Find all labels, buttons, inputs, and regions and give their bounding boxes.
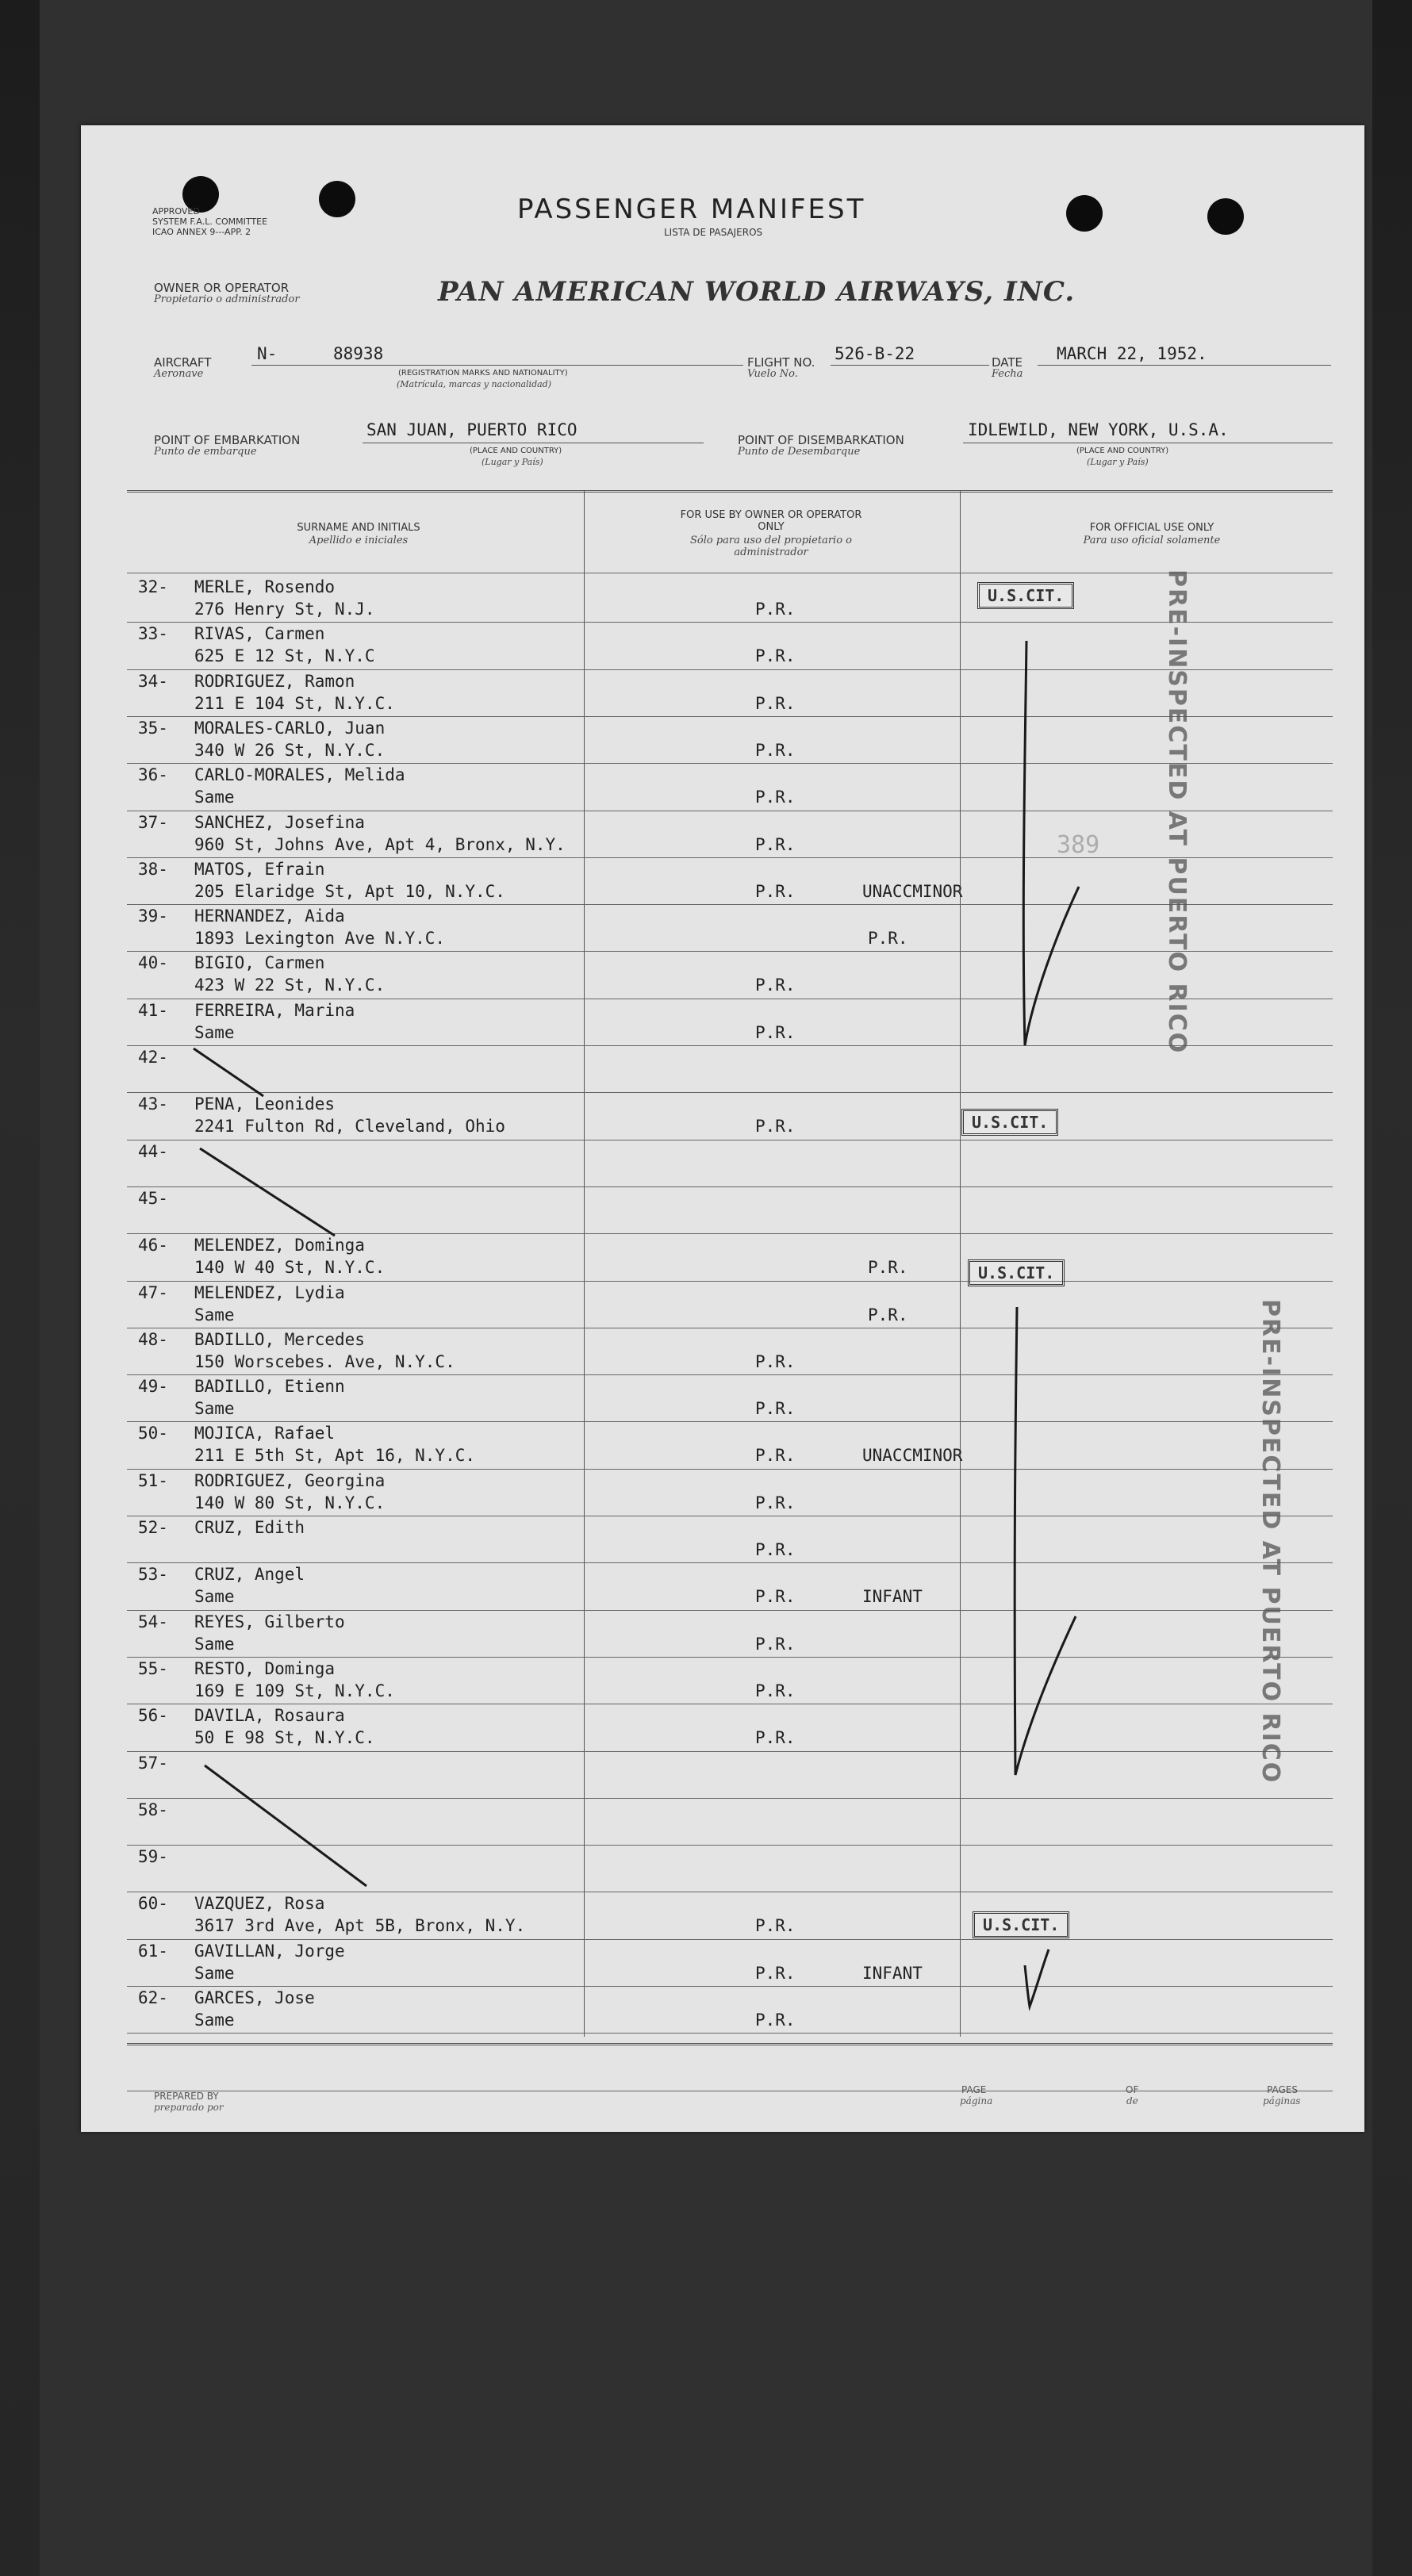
row-rule xyxy=(127,951,1333,952)
column-header-owner-es: Sólo para uso del propietario o administrador xyxy=(690,535,852,558)
column-header-name-es: Apellido e iniciales xyxy=(309,535,409,546)
approved-line: ICAO ANNEX 9---APP. 2 xyxy=(152,227,251,237)
embark-label-es: Punto de embarque xyxy=(154,446,257,458)
page-label: PAGE xyxy=(961,2084,987,2095)
row-rule xyxy=(127,1986,1333,1987)
origin-code: P.R. xyxy=(755,1587,796,1607)
embark-value: SAN JUAN, PUERTO RICO xyxy=(366,420,577,439)
us-citizen-stamp: U.S.CIT. xyxy=(977,582,1074,609)
row-number: 54- xyxy=(138,1612,168,1631)
passenger-name: MELENDEZ, Dominga xyxy=(194,1236,365,1255)
prepared-by-label-es: preparado por xyxy=(154,2102,224,2113)
row-rule xyxy=(127,1421,1333,1422)
origin-code: P.R. xyxy=(755,788,796,807)
passenger-address: Same xyxy=(194,1022,235,1042)
passenger-name: GAVILLAN, Jorge xyxy=(194,1941,345,1961)
origin-code: P.R. xyxy=(755,1681,796,1700)
row-number: 38- xyxy=(138,859,168,879)
page-title: PASSENGER MANIFEST xyxy=(517,194,866,225)
row-number: 55- xyxy=(138,1658,168,1678)
passenger-note: INFANT xyxy=(862,1963,923,1983)
row-rule xyxy=(127,1845,1333,1846)
strike-line xyxy=(194,1048,263,1096)
row-rule xyxy=(127,1045,1333,1046)
flight-label: FLIGHT NO. xyxy=(747,355,815,370)
origin-code: P.R. xyxy=(868,1305,908,1324)
pages-label: PAGES xyxy=(1267,2084,1298,2095)
row-number: 32- xyxy=(138,577,168,596)
table-bottom-rule xyxy=(127,2043,1333,2045)
row-number: 39- xyxy=(138,907,168,926)
passenger-name: PENA, Leonides xyxy=(194,1094,336,1114)
us-citizen-stamp: U.S.CIT. xyxy=(961,1109,1058,1136)
passenger-note: INFANT xyxy=(862,1587,923,1607)
origin-code: P.R. xyxy=(755,834,796,854)
row-rule xyxy=(127,1798,1333,1799)
embark-place-caption: (PLACE AND COUNTRY) xyxy=(470,447,562,455)
date-label-es: Fecha xyxy=(992,368,1023,380)
column-header-official: FOR OFFICIAL USE ONLY xyxy=(1089,522,1214,534)
passenger-address: 50 E 98 St, N.Y.C. xyxy=(194,1728,375,1748)
passenger-name: GARCES, Jose xyxy=(194,1988,315,2007)
row-rule xyxy=(127,1610,1333,1611)
passenger-address: 340 W 26 St, N.Y.C. xyxy=(194,740,386,760)
passenger-name: SANCHEZ, Josefina xyxy=(194,812,365,832)
row-number: 37- xyxy=(138,812,168,832)
passenger-name: RESTO, Dominga xyxy=(194,1658,336,1678)
column-header-official-es: Para uso oficial solamente xyxy=(1083,535,1221,546)
row-number: 57- xyxy=(138,1753,168,1773)
strike-line xyxy=(200,1148,335,1236)
passenger-name: BADILLO, Mercedes xyxy=(194,1329,365,1349)
passenger-address: 2241 Fulton Rd, Cleveland, Ohio xyxy=(194,1117,505,1137)
row-number: 62- xyxy=(138,1988,168,2007)
row-number: 36- xyxy=(138,765,168,785)
disembark-label-es: Punto de Desembarque xyxy=(738,446,861,458)
passenger-address: Same xyxy=(194,1587,235,1607)
origin-code: P.R. xyxy=(755,740,796,760)
punch-hole xyxy=(1066,195,1103,232)
page-label-es: página xyxy=(960,2095,993,2106)
passenger-address: 211 E 104 St, N.Y.C. xyxy=(194,693,395,713)
date-label: DATE xyxy=(992,355,1023,370)
origin-code: P.R. xyxy=(755,1446,796,1466)
flight-label-es: Vuelo No. xyxy=(747,368,798,380)
registration-caption-es: (Matrícula, marcas y nacionalidad) xyxy=(397,379,551,389)
origin-code: P.R. xyxy=(755,1399,796,1419)
aircraft-label: AIRCRAFT xyxy=(154,355,212,370)
passenger-name: DAVILA, Rosaura xyxy=(194,1706,345,1726)
passenger-name: RODRIGUEZ, Georgina xyxy=(194,1470,386,1490)
row-rule xyxy=(127,716,1333,717)
approved-line: APPROVED xyxy=(152,206,200,217)
check-mark xyxy=(1015,1307,1076,1775)
row-number: 52- xyxy=(138,1518,168,1537)
origin-code: P.R. xyxy=(755,1728,796,1748)
aircraft-label-es: Aeronave xyxy=(154,368,204,380)
row-rule xyxy=(127,1374,1333,1375)
origin-code: P.R. xyxy=(755,1117,796,1137)
passenger-address: 625 E 12 St, N.Y.C xyxy=(194,646,375,666)
us-citizen-stamp: U.S.CIT. xyxy=(973,1911,1069,1938)
row-rule xyxy=(127,622,1333,623)
preinspected-stamp: PRE-INSPECTED AT PUERTO RICO xyxy=(1257,1299,1284,1784)
owner-label: OWNER OR OPERATOR xyxy=(154,281,290,295)
row-rule xyxy=(127,1469,1333,1470)
faint-number-stamp: 389 xyxy=(1057,831,1100,859)
table-top-rule xyxy=(127,490,1333,493)
passenger-address: 1893 Lexington Ave N.Y.C. xyxy=(194,929,446,949)
passenger-name: HERNANDEZ, Aida xyxy=(194,907,345,926)
passenger-address: 423 W 22 St, N.Y.C. xyxy=(194,976,386,995)
passenger-address: 205 Elaridge St, Apt 10, N.Y.C. xyxy=(194,881,505,901)
passenger-address: 140 W 80 St, N.Y.C. xyxy=(194,1493,386,1512)
aircraft-underline xyxy=(251,365,743,366)
check-mark xyxy=(1025,1949,1049,2007)
row-number: 56- xyxy=(138,1706,168,1726)
origin-code: P.R. xyxy=(755,1634,796,1654)
row-number: 49- xyxy=(138,1377,168,1397)
passenger-address: 169 E 109 St, N.Y.C. xyxy=(194,1681,395,1700)
row-rule xyxy=(127,1092,1333,1093)
row-number: 58- xyxy=(138,1800,168,1819)
row-number: 34- xyxy=(138,671,168,691)
owner-label-es: Propietario o administrador xyxy=(154,293,300,305)
row-rule xyxy=(127,763,1333,764)
row-rule xyxy=(127,1281,1333,1282)
row-number: 33- xyxy=(138,624,168,644)
prepared-by-label: PREPARED BY xyxy=(154,2091,219,2102)
row-rule xyxy=(127,669,1333,670)
origin-code: P.R. xyxy=(868,1258,908,1278)
date-underline xyxy=(1038,365,1331,366)
disembark-place-caption-es: (Lugar y País) xyxy=(1087,457,1149,467)
of-label: OF xyxy=(1126,2084,1139,2095)
embark-label: POINT OF EMBARKATION xyxy=(154,433,301,447)
row-number: 50- xyxy=(138,1424,168,1443)
flight-underline xyxy=(831,365,989,366)
row-number: 41- xyxy=(138,1000,168,1020)
strike-line xyxy=(205,1765,366,1886)
row-number: 45- xyxy=(138,1188,168,1208)
row-rule xyxy=(127,1233,1333,1234)
origin-code: P.R. xyxy=(868,929,908,949)
row-rule xyxy=(127,1751,1333,1752)
passenger-name: REYES, Gilberto xyxy=(194,1612,345,1631)
registration-caption: (REGISTRATION MARKS AND NATIONALITY) xyxy=(398,369,568,378)
passenger-name: MELENDEZ, Lydia xyxy=(194,1282,345,1302)
disembark-label: POINT OF DISEMBARKATION xyxy=(738,433,904,447)
disembark-place-caption: (PLACE AND COUNTRY) xyxy=(1076,447,1169,455)
origin-code: P.R. xyxy=(755,1022,796,1042)
column-header-name: SURNAME AND INITIALS xyxy=(297,522,420,534)
disembark-value: IDLEWILD, NEW YORK, U.S.A. xyxy=(968,420,1229,439)
origin-code: P.R. xyxy=(755,2011,796,2030)
date-value: MARCH 22, 1952. xyxy=(1057,344,1207,363)
row-number: 46- xyxy=(138,1236,168,1255)
passenger-name: MATOS, Efrain xyxy=(194,859,325,879)
passenger-name: CRUZ, Angel xyxy=(194,1565,305,1585)
passenger-address: Same xyxy=(194,788,235,807)
airline-name: PAN AMERICAN WORLD AIRWAYS, INC. xyxy=(438,276,1076,308)
column-divider xyxy=(960,490,961,2037)
row-rule xyxy=(127,2033,1333,2034)
row-number: 48- xyxy=(138,1329,168,1349)
of-label-es: de xyxy=(1126,2095,1138,2106)
aircraft-prefix: N- xyxy=(257,344,278,363)
flight-value: 526-B-22 xyxy=(835,344,915,363)
origin-code: P.R. xyxy=(755,1916,796,1936)
row-number: 43- xyxy=(138,1094,168,1114)
origin-code: P.R. xyxy=(755,1493,796,1512)
passenger-name: MERLE, Rosendo xyxy=(194,577,336,596)
passenger-address: 150 Worscebes. Ave, N.Y.C. xyxy=(194,1351,455,1371)
origin-code: P.R. xyxy=(755,1351,796,1371)
row-number: 53- xyxy=(138,1565,168,1585)
passenger-name: CARLO-MORALES, Melida xyxy=(194,765,405,785)
passenger-address: 211 E 5th St, Apt 16, N.Y.C. xyxy=(194,1446,476,1466)
row-number: 59- xyxy=(138,1847,168,1867)
aircraft-value: 88938 xyxy=(333,344,384,363)
punch-hole xyxy=(1207,198,1244,235)
row-number: 42- xyxy=(138,1048,168,1067)
origin-code: P.R. xyxy=(755,976,796,995)
passenger-name: RODRIGUEZ, Ramon xyxy=(194,671,355,691)
passenger-name: BADILLO, Etienn xyxy=(194,1377,345,1397)
row-rule xyxy=(127,857,1333,858)
column-header-owner: FOR USE BY OWNER OR OPERATOR ONLY xyxy=(680,509,862,533)
passenger-name: BIGIO, Carmen xyxy=(194,953,325,973)
passenger-address: Same xyxy=(194,1963,235,1983)
origin-code: P.R. xyxy=(755,693,796,713)
passenger-address: 276 Henry St, N.J. xyxy=(194,600,375,619)
row-rule xyxy=(127,1562,1333,1563)
passenger-name: MORALES-CARLO, Juan xyxy=(194,718,386,738)
row-number: 60- xyxy=(138,1894,168,1914)
passenger-address: 3617 3rd Ave, Apt 5B, Bronx, N.Y. xyxy=(194,1916,526,1936)
manifest-sheet xyxy=(81,125,1364,2132)
origin-code: P.R. xyxy=(755,881,796,901)
row-number: 51- xyxy=(138,1470,168,1490)
row-rule xyxy=(127,1186,1333,1187)
column-divider xyxy=(584,490,585,2037)
passenger-address: 960 St, Johns Ave, Apt 4, Bronx, N.Y. xyxy=(194,834,566,854)
passenger-name: RIVAS, Carmen xyxy=(194,624,325,644)
approved-line: SYSTEM F.A.L. COMMITTEE xyxy=(152,217,268,227)
pages-label-es: páginas xyxy=(1263,2095,1301,2106)
origin-code: P.R. xyxy=(755,600,796,619)
preinspected-stamp: PRE-INSPECTED AT PUERTO RICO xyxy=(1163,569,1191,1055)
passenger-note: UNACCMINOR xyxy=(862,881,963,901)
punch-hole xyxy=(319,181,355,217)
row-rule xyxy=(127,904,1333,905)
passenger-name: VAZQUEZ, Rosa xyxy=(194,1894,325,1914)
row-number: 47- xyxy=(138,1282,168,1302)
embark-place-caption-es: (Lugar y País) xyxy=(482,457,543,467)
passenger-name: FERREIRA, Marina xyxy=(194,1000,355,1020)
passenger-address: Same xyxy=(194,1399,235,1419)
passenger-address: Same xyxy=(194,1634,235,1654)
passenger-name: MOJICA, Rafael xyxy=(194,1424,336,1443)
origin-code: P.R. xyxy=(755,646,796,666)
passenger-address: Same xyxy=(194,1305,235,1324)
row-number: 44- xyxy=(138,1141,168,1161)
page-subtitle: LISTA DE PASAJEROS xyxy=(664,227,763,238)
passenger-address: Same xyxy=(194,2011,235,2030)
passenger-address: 140 W 40 St, N.Y.C. xyxy=(194,1258,386,1278)
us-citizen-stamp: U.S.CIT. xyxy=(968,1259,1065,1286)
passenger-name: CRUZ, Edith xyxy=(194,1518,305,1537)
origin-code: P.R. xyxy=(755,1963,796,1983)
origin-code: P.R. xyxy=(755,1540,796,1559)
row-number: 61- xyxy=(138,1941,168,1961)
row-rule xyxy=(127,1657,1333,1658)
row-number: 35- xyxy=(138,718,168,738)
row-number: 40- xyxy=(138,953,168,973)
passenger-note: UNACCMINOR xyxy=(862,1446,963,1466)
row-rule xyxy=(127,1939,1333,1940)
